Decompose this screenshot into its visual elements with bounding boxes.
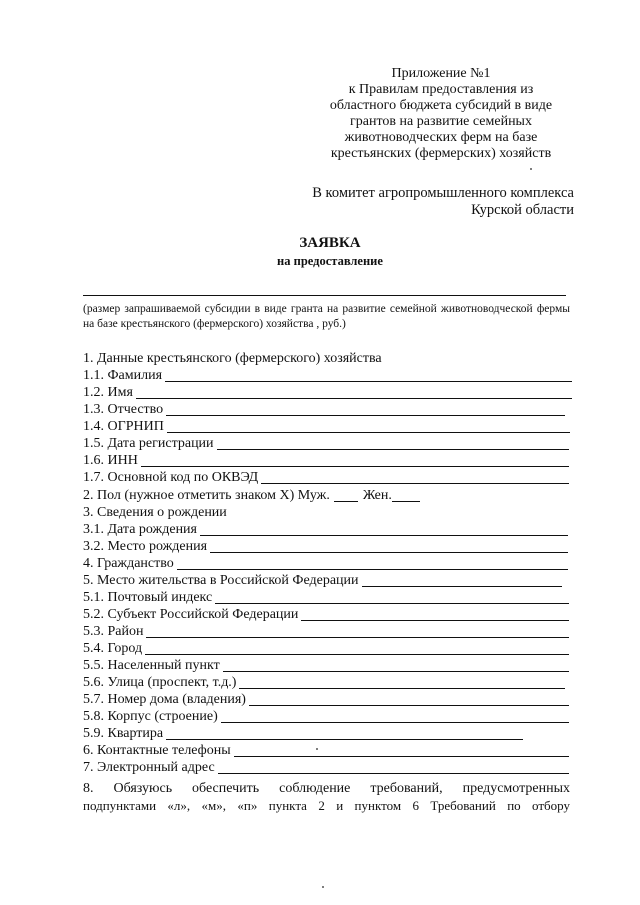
field-gender [83,488,420,504]
input-line[interactable] [221,721,569,723]
section-heading: 3. Сведения о рождении [83,505,227,520]
field-label: 3.2. Место рождения [83,539,208,554]
gender-male-blank[interactable] [334,500,358,502]
input-line[interactable] [215,602,569,604]
input-line[interactable] [200,534,568,536]
field-street[interactable] [83,675,565,691]
gender-female-label: Жен. [362,488,392,503]
scan-speck [316,748,318,750]
input-line[interactable] [223,670,569,672]
input-line[interactable] [218,772,569,774]
gender-label: 2. Пол (нужное отметить знаком Х) Муж. [83,488,330,503]
input-line[interactable] [166,738,523,740]
input-line[interactable] [167,431,570,433]
field-label: 1.1. Фамилия [83,368,163,383]
field-label: 5.3. Район [83,624,144,639]
subsidy-amount-line[interactable] [83,295,566,296]
subsidy-caption: (размер запрашиваемой субсидии в виде гранта на развитие семейной животноводческой фермы на базе крестьянского (фермерского) хозяйства , руб.) [83,303,570,330]
field-registration-date[interactable] [83,436,569,452]
paragraph-line: 8. Обязуюсь обеспечить соблюдение требований, предусмотренных [83,781,570,796]
input-line[interactable] [362,585,562,587]
field-residence[interactable] [83,573,562,589]
field-apartment[interactable] [83,726,523,742]
field-email[interactable] [83,760,569,776]
field-label: 5. Место жительства в Российской Федерации [83,573,359,588]
field-postal-code[interactable] [83,590,569,606]
field-city[interactable] [83,641,569,657]
paragraph-line: подпунктами «л», «м», «п» пункта 2 и пунктом 6 Требований по отбору [83,798,570,813]
scan-speck [530,168,532,170]
field-birth-date[interactable] [83,522,568,538]
input-line[interactable] [301,619,569,621]
field-first-name[interactable] [83,385,572,401]
addressee-line: Курской области [471,202,574,218]
field-patronymic[interactable] [83,402,565,418]
field-label: 5.7. Номер дома (владения) [83,692,246,707]
field-inn[interactable] [83,453,569,469]
field-label: 5.4. Город [83,641,143,656]
field-label: 7. Электронный адрес [83,760,215,775]
field-label: 1.4. ОГРНИП [83,419,164,434]
field-label: 1.5. Дата регистрации [83,436,214,451]
input-line[interactable] [239,687,565,689]
appendix-line: грантов на развитие семейных [350,114,532,129]
field-label: 1.3. Отчество [83,402,164,417]
field-last-name[interactable] [83,368,572,384]
field-ogrnip[interactable] [83,419,570,435]
appendix-line: животноводческих ферм на базе [344,130,538,145]
section-heading: 1. Данные крестьянского (фермерского) хозяйства [83,351,382,366]
gender-female-blank[interactable] [392,500,420,502]
input-line[interactable] [261,482,569,484]
input-line[interactable] [210,551,568,553]
input-line[interactable] [145,653,569,655]
field-label: 5.1. Почтовый индекс [83,590,213,605]
appendix-line: крестьянских (фермерских) хозяйств [330,146,552,161]
input-line[interactable] [234,755,569,757]
appendix-title: Приложение №1 [391,66,491,81]
paragraph-8 [83,780,570,814]
field-house-number[interactable] [83,692,569,708]
input-line[interactable] [136,397,572,399]
input-line[interactable] [166,414,565,416]
field-label: 6. Контактные телефоны [83,743,231,758]
field-building[interactable] [83,709,569,725]
document-subtitle: на предоставление [277,254,383,268]
field-federal-subject[interactable] [83,607,569,623]
field-label: 3.1. Дата рождения [83,522,197,537]
input-line[interactable] [177,568,568,570]
field-label: 5.8. Корпус (строение) [83,709,218,724]
addressee-line: В комитет агропромышленного комплекса [312,185,574,201]
input-line[interactable] [146,636,569,638]
field-label: 1.2. Имя [83,385,133,400]
field-label: 5.2. Субъект Российской Федерации [83,607,299,622]
input-line[interactable] [165,380,572,382]
field-district[interactable] [83,624,569,640]
field-label: 1.7. Основной код по ОКВЭД [83,470,259,485]
appendix-line: к Правилам предоставления из [348,82,534,97]
field-okved-code[interactable] [83,470,569,486]
field-citizenship[interactable] [83,556,568,572]
field-label: 4. Гражданство [83,556,174,571]
field-phones[interactable] [83,743,569,759]
scan-speck [322,886,324,888]
input-line[interactable] [217,448,569,450]
field-birth-place[interactable] [83,539,568,555]
document-title: ЗАЯВКА [299,235,361,251]
field-label: 5.5. Населенный пункт [83,658,220,673]
appendix-line: областного бюджета субсидий в виде [329,98,553,113]
input-line[interactable] [249,704,569,706]
field-label: 1.6. ИНН [83,453,138,468]
input-line[interactable] [141,465,569,467]
field-label: 5.6. Улица (проспект, т.д.) [83,675,237,690]
field-label: 5.9. Квартира [83,726,164,741]
field-settlement[interactable] [83,658,569,674]
